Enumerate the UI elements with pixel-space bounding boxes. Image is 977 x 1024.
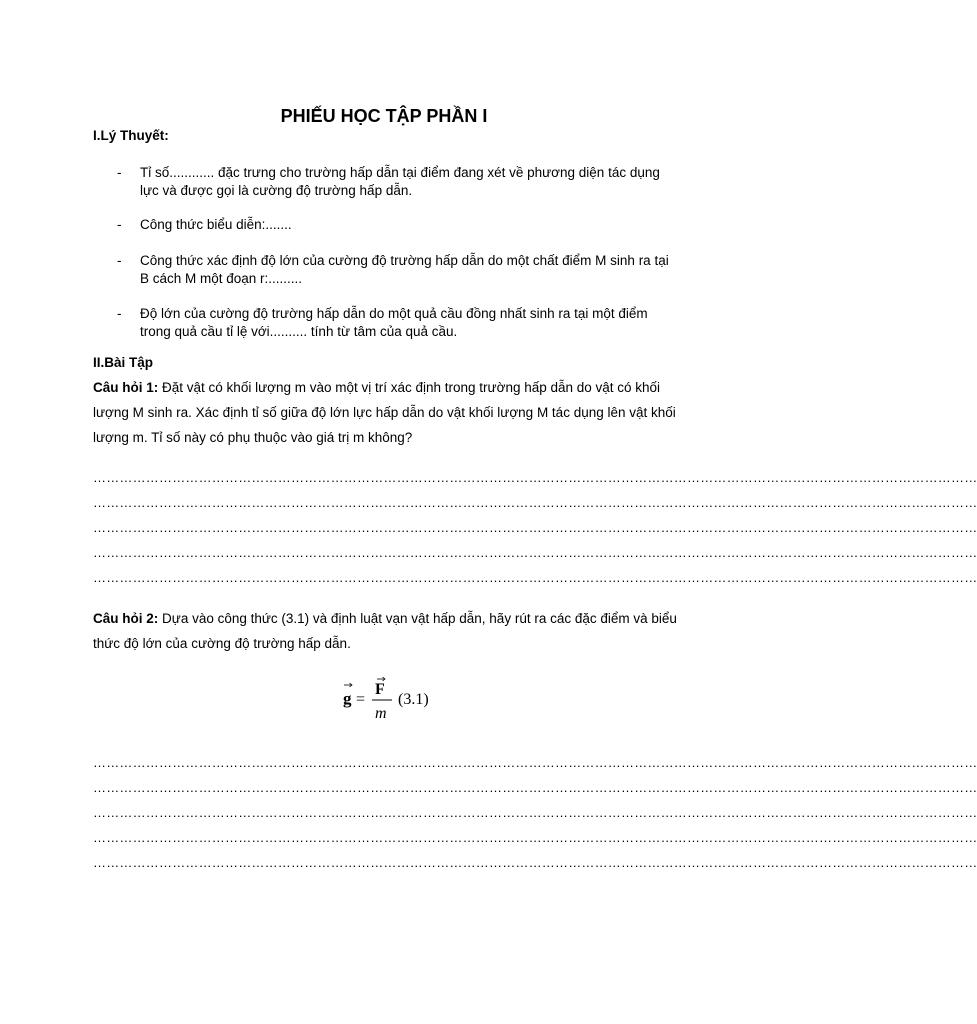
answer-line[interactable]: …………………………………………………………………………………………………………………………………………………………………………………: [93, 855, 977, 870]
answer-line[interactable]: …………………………………………………………………………………………………………………………………………………………………………………: [93, 545, 977, 560]
answer-line[interactable]: …………………………………………………………………………………………………………………………………………………………………………………: [93, 495, 977, 510]
bullet-text: Độ lớn của cường độ trường hấp dẫn do một quả cầu đồng nhất sinh ra tại một điểm trong quả cầu tỉ lệ với.......... tính từ tâm của quả cầu.: [140, 306, 648, 339]
exercise-heading: II.Bài Tập: [93, 355, 154, 370]
formula-tag: (3.1): [398, 691, 429, 708]
bullet-dash: -: [117, 165, 122, 180]
question-1-text: Đặt vật có khối lượng m vào một vị trí xác định trong trường hấp dẫn do vật có khối lượng M sinh ra. Xác định tỉ số giữa độ lớn lực hấp dẫn do vật khối lượng M tác dụng lên vật khối lượng m. Tỉ số này có phụ thuộc vào giá trị m không?: [93, 380, 676, 445]
bullet-text: Công thức xác định độ lớn của cường độ trường hấp dẫn do một chất điểm M sinh ra tại B cách M một đoạn r:.........: [140, 253, 669, 286]
answer-line[interactable]: …………………………………………………………………………………………………………………………………………………………………………………: [93, 570, 977, 585]
answer-line[interactable]: …………………………………………………………………………………………………………………………………………………………………………………: [93, 830, 977, 845]
bullet-dash: -: [117, 217, 122, 232]
bullet-dash: -: [117, 306, 122, 321]
question-2: [93, 606, 683, 656]
formula-numerator: F: [375, 681, 385, 698]
question-2-text: Dựa vào công thức (3.1) và định luật vạn vật hấp dẫn, hãy rút ra các đặc điểm và biểu thức độ lớn của cường độ trường hấp dẫn.: [93, 611, 677, 651]
formula-3-1: [340, 674, 440, 724]
page-title: PHIẾU HỌC TẬP PHẦN I: [280, 106, 488, 126]
formula-equals: =: [356, 691, 366, 708]
question-1-label: Câu hỏi 1:: [93, 380, 159, 395]
theory-heading: I.Lý Thuyết:: [93, 128, 169, 143]
formula-lhs: g: [343, 689, 352, 708]
answer-line[interactable]: …………………………………………………………………………………………………………………………………………………………………………………: [93, 470, 977, 485]
bullet-text: Tỉ số............ đặc trưng cho trường hấp dẫn tại điểm đang xét về phương diện tác dụng lực và được gọi là cường độ trường hấp dẫn.: [140, 165, 660, 198]
question-2-label: Câu hỏi 2:: [93, 611, 159, 626]
answer-line[interactable]: …………………………………………………………………………………………………………………………………………………………………………………: [93, 805, 977, 820]
question-1: [93, 375, 683, 450]
bullet-text: Công thức biểu diễn:.......: [140, 217, 292, 232]
answer-line[interactable]: …………………………………………………………………………………………………………………………………………………………………………………: [93, 755, 977, 770]
bullet-dash: -: [117, 253, 122, 268]
answer-line[interactable]: …………………………………………………………………………………………………………………………………………………………………………………: [93, 520, 977, 535]
answer-line[interactable]: …………………………………………………………………………………………………………………………………………………………………………………: [93, 780, 977, 795]
formula-denominator: m: [375, 705, 387, 722]
